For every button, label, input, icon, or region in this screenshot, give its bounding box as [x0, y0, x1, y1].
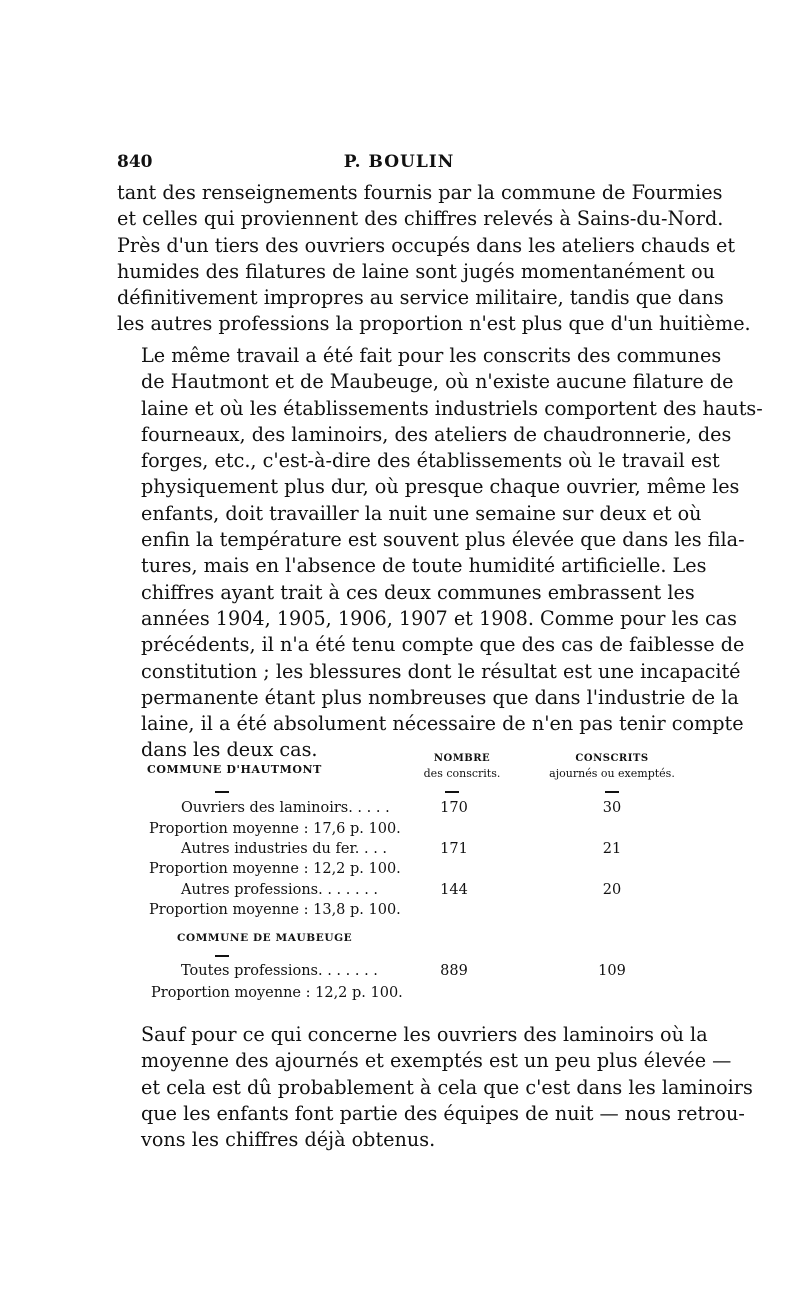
row-nombre: 889 [440, 963, 468, 979]
text-line: et celles qui proviennent des chiffres relevés à Sains-du-Nord. [117, 207, 724, 231]
text-line: physiquement plus dur, où presque chaque ouvrier, même les [141, 475, 740, 499]
text-line: humides des filatures de laine sont jugés momentanément ou [117, 259, 715, 283]
col-nombre-title: NOMBRE [433, 753, 491, 764]
row-label: Autres industries du fer. . . . [181, 841, 388, 857]
text-line: précédents, il n'a été tenu compte que des cas de faiblesse de [141, 633, 745, 657]
row-label: Autres professions. . . . . . . [181, 882, 379, 898]
table-row [117, 963, 681, 983]
commune-maubeuge-heading: COMMUNE DE MAUBEUGE [177, 932, 353, 944]
row-nombre: 171 [440, 841, 468, 857]
col-conscrits-header [532, 751, 692, 781]
text-line: constitution ; les blessures dont le résultat est une incapacité [141, 659, 741, 683]
table-row [117, 902, 681, 922]
text-line: définitivement impropres au service militaire, tandis que dans [117, 286, 724, 310]
paragraph-1 [117, 180, 751, 338]
text-line: forges, etc., c'est-à-dire des établissements où le travail est [141, 449, 720, 473]
text-line: dans les deux cas. [141, 738, 318, 762]
row-label: Toutes professions. . . . . . . [181, 963, 378, 979]
text-line: les autres professions la proportion n'est plus que d'un huitième. [117, 312, 751, 336]
text-line: Près d'un tiers des ouvriers occupés dans les ateliers chauds et [117, 233, 736, 257]
row-conscrits: 20 [602, 882, 622, 898]
table-row [117, 800, 681, 820]
col-commune-header: COMMUNE D'HAUTMONT [147, 763, 322, 776]
row-label: Ouvriers des laminoirs. . . . . [181, 800, 390, 816]
text-line: tures, mais en l'absence de toute humidité artificielle. Les [141, 554, 707, 578]
row-nombre: 170 [440, 800, 468, 816]
table-row [117, 882, 681, 902]
row-label: Proportion moyenne : 17,6 p. 100. [149, 821, 401, 837]
header-dash [445, 791, 459, 793]
subheader-dash [215, 955, 229, 957]
paragraph-2 [117, 343, 763, 764]
table-row [117, 821, 681, 841]
row-label: Proportion moyenne : 13,8 p. 100. [149, 902, 401, 918]
table-row [117, 861, 681, 881]
table-row [117, 985, 681, 1005]
text-line: enfin la température est souvent plus élevée que dans les fila- [141, 528, 745, 552]
col-nombre-subtitle: des conscrits. [423, 767, 501, 780]
text-line: que les enfants font partie des équipes de nuit — nous retrou- [141, 1101, 745, 1125]
table-row [117, 841, 681, 861]
text-line: permanente étant plus nombreuses que dans l'industrie de la [141, 685, 739, 709]
row-conscrits: 109 [598, 963, 626, 979]
text-line: et cela est dû probablement à cela que c'est dans les laminoirs [141, 1075, 753, 1099]
text-line: tant des renseignements fournis par la commune de Fourmies [117, 181, 723, 204]
text-line: Le même travail a été fait pour les conscrits des communes [141, 344, 722, 367]
row-conscrits: 21 [602, 841, 622, 857]
col-conscrits-title: CONSCRITS [575, 753, 649, 764]
row-conscrits: 30 [602, 800, 622, 816]
row-label: Proportion moyenne : 12,2 p. 100. [151, 985, 403, 1001]
text-line: fourneaux, des laminoirs, des ateliers de chaudronnerie, des [141, 422, 732, 446]
header-dash [215, 791, 229, 793]
paragraph-3 [117, 1022, 753, 1153]
page-number: 840 [117, 152, 153, 172]
running-head: P. BOULIN [343, 152, 455, 172]
row-nombre: 144 [440, 882, 468, 898]
text-line: laine et où les établissements industriels comportent des hauts- [141, 396, 763, 420]
table-header [117, 748, 681, 788]
text-line: moyenne des ajournés et exemptés est un peu plus élevée — [141, 1049, 732, 1073]
text-line: Sauf pour ce qui concerne les ouvriers des laminoirs où la [141, 1023, 708, 1046]
row-label: Proportion moyenne : 12,2 p. 100. [149, 861, 401, 877]
col-nombre-header [402, 751, 522, 781]
text-line: vons les chiffres déjà obtenus. [141, 1128, 436, 1152]
page-header [117, 152, 681, 176]
text-line: chiffres ayant trait à ces deux communes embrassent les [141, 580, 695, 604]
text-line: années 1904, 1905, 1906, 1907 et 1908. Comme pour les cas [141, 606, 738, 630]
text-line: enfants, doit travailler la nuit une semaine sur deux et où [141, 501, 702, 525]
text-line: laine, il a été absolument nécessaire de n'en pas tenir compte [141, 712, 744, 736]
col-conscrits-subtitle: ajournés ou exemptés. [549, 767, 675, 780]
text-line: de Hautmont et de Maubeuge, où n'existe aucune filature de [141, 370, 734, 394]
header-dash [605, 791, 619, 793]
table-subheader [117, 932, 681, 952]
